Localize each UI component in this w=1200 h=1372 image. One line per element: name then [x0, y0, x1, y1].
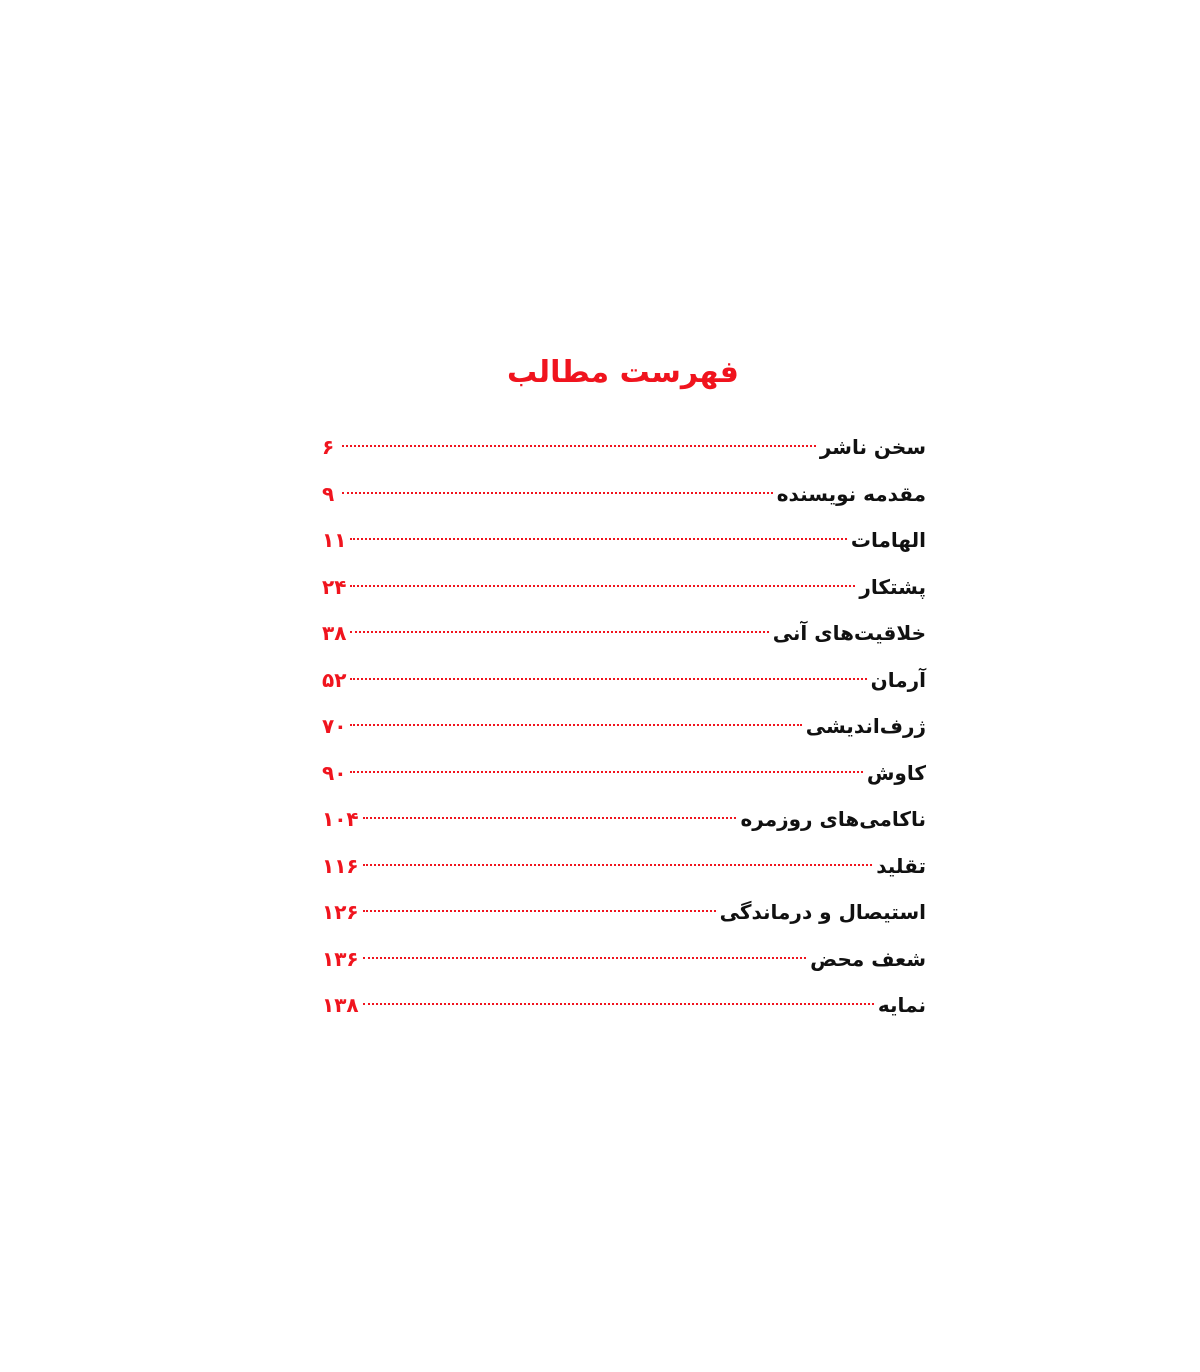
toc-entry-page-number: ۱۳۸ — [322, 993, 359, 1017]
toc-entry-title: ناکامی‌های روزمره — [740, 807, 926, 831]
toc-entry-page-number: ۱۲۶ — [322, 900, 359, 924]
toc-entry-title: تقلید — [876, 853, 926, 878]
dot-leader — [350, 585, 855, 587]
toc-entry — [322, 610, 926, 657]
toc-entry-page-number: ۱۰۴ — [322, 807, 359, 831]
toc-entry-page-number: ۱۱ — [322, 528, 347, 552]
toc-entry — [322, 936, 926, 983]
toc-entry-title: نمایه — [877, 993, 926, 1017]
dot-leader — [363, 864, 873, 866]
toc-entry-page-number: ۷۰ — [322, 714, 347, 738]
toc-entry-page-number: ۱۳۶ — [322, 946, 359, 971]
dot-leader — [363, 1003, 874, 1005]
dot-leader — [350, 631, 768, 633]
toc-entry-title: شعف محض — [810, 946, 926, 971]
toc-entry-title: مقدمه نویسنده — [776, 481, 926, 506]
toc-entry — [322, 889, 926, 936]
toc-entry-page-number: ۲۴ — [322, 574, 347, 599]
toc-entry — [322, 517, 926, 564]
toc-entry-title: خلاقیت‌های آنی — [772, 621, 926, 645]
dot-leader — [350, 771, 862, 773]
toc-entry-title: الهامات — [850, 528, 926, 552]
dot-leader — [363, 817, 737, 819]
dot-leader — [350, 678, 866, 680]
toc-entry — [322, 982, 926, 1029]
dot-leader — [350, 724, 801, 726]
toc-entry-title: ژرف‌اندیشی — [805, 714, 926, 738]
toc-entry — [322, 424, 926, 471]
toc-entry-page-number: ۵۲ — [322, 667, 347, 692]
table-of-contents — [322, 424, 926, 1029]
toc-entry — [322, 564, 926, 611]
toc-entry — [322, 796, 926, 843]
toc-entry-title: استیصال و درماندگی — [719, 900, 926, 924]
toc-entry — [322, 657, 926, 704]
toc-entry-title: پشتکار — [859, 574, 926, 599]
dot-leader — [342, 445, 816, 447]
toc-entry-page-number: ۹۰ — [322, 760, 347, 785]
toc-entry-page-number: ۱۱۶ — [322, 853, 359, 878]
toc-entry-page-number: ۳۸ — [322, 621, 347, 645]
toc-entry — [322, 471, 926, 518]
toc-entry — [322, 703, 926, 750]
toc-entry — [322, 843, 926, 890]
dot-leader — [363, 957, 807, 959]
toc-entry — [322, 750, 926, 797]
dot-leader — [342, 492, 773, 494]
dot-leader — [363, 910, 716, 912]
dot-leader — [350, 538, 847, 540]
toc-entry-title: کاوش — [866, 760, 926, 785]
toc-entry-title: سخن ناشر — [819, 435, 926, 459]
toc-entry-page-number: ۹ — [322, 481, 335, 506]
toc-entry-title: آرمان — [870, 667, 926, 692]
toc-entry-page-number: ۶ — [322, 435, 335, 459]
toc-title: فهرست مطالب — [507, 355, 739, 390]
